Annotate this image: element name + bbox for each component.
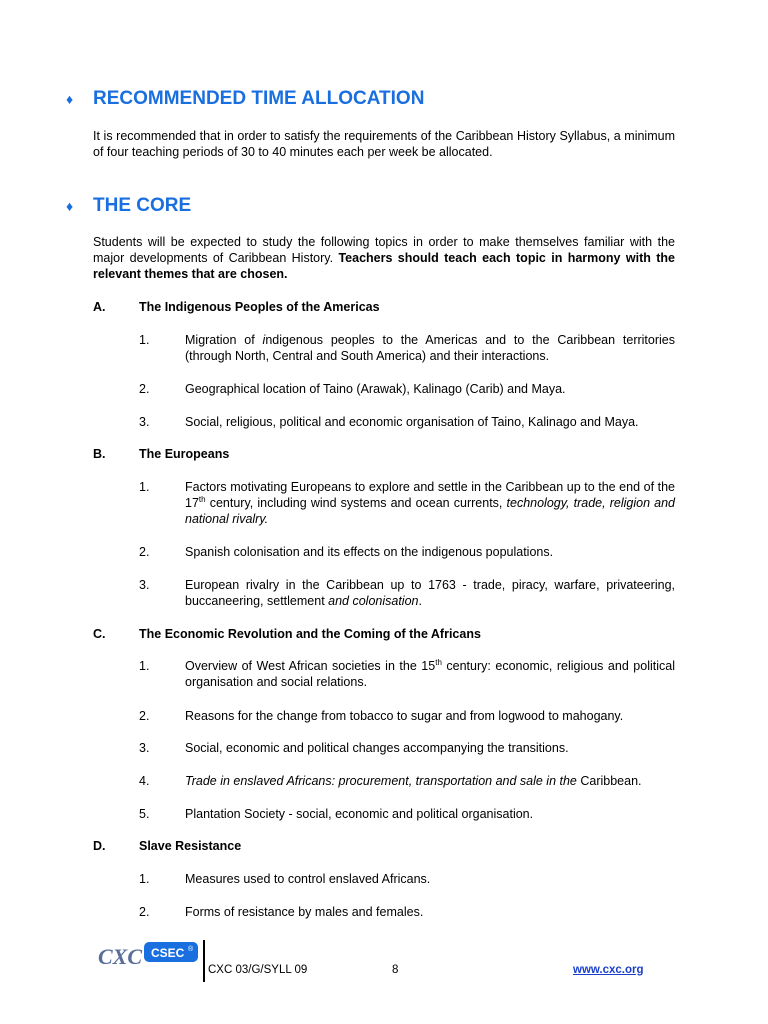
- item-number: 1.: [139, 872, 150, 886]
- text-run: Overview of West African societies in the 15: [185, 659, 436, 673]
- list-item: [139, 773, 675, 789]
- heading-time-allocation: [66, 88, 424, 110]
- italic-run: and colonisation: [328, 594, 419, 608]
- core-intro-bold-text: Teachers should teach each topic in harmony with the relevant themes that are chosen.: [93, 251, 675, 281]
- core-intro-paragraph: [93, 234, 675, 282]
- section-a-title: [93, 300, 380, 314]
- text-run: century, including wind systems and ocean currents,: [205, 496, 507, 510]
- section-letter: C.: [93, 627, 106, 641]
- text-run: Migration of: [185, 333, 263, 347]
- item-text: Measures used to control enslaved Africans.: [185, 872, 431, 886]
- item-number: 2.: [139, 545, 150, 559]
- item-number: 2.: [139, 905, 150, 919]
- item-text: Plantation Society - social, economic and political organisation.: [185, 807, 534, 821]
- text-run: European rivalry in the Caribbean up to 1763 - trade, piracy, warfare, privateering, buccaneering, settlement: [185, 578, 675, 608]
- item-number: 1.: [139, 659, 150, 673]
- item-number: 3.: [139, 578, 150, 592]
- heading-text: THE CORE: [93, 195, 192, 216]
- item-number: 2.: [139, 709, 150, 723]
- cxc-csec-logo: [96, 938, 200, 976]
- section-title-text: Slave Resistance: [139, 839, 242, 853]
- text-run: Factors motivating Europeans to explore and settle in the Caribbean up to the end of the 17: [185, 480, 675, 510]
- heading-core: [66, 195, 191, 217]
- list-item: [139, 708, 675, 724]
- core-intro-text: Students will be expected to study the following topics in order to make themselves familiar with the major developments of Caribbean History.: [93, 235, 675, 265]
- section-title-text: The Economic Revolution and the Coming of the Africans: [139, 627, 481, 641]
- section-b-title: [93, 447, 229, 461]
- italic-run: Trade in enslaved Africans: procurement, transportation and sale in the: [185, 774, 577, 788]
- item-text: Social, economic and political changes accompanying the transitions.: [185, 741, 569, 755]
- footer-divider: [203, 940, 205, 982]
- section-title-text: The Europeans: [139, 447, 230, 461]
- item-number: 3.: [139, 415, 150, 429]
- item-number: 4.: [139, 774, 150, 788]
- item-text: [185, 332, 675, 364]
- list-item: [139, 806, 675, 822]
- list-item: [139, 740, 675, 756]
- text-run: century: economic, religious and political organisation and social relations.: [185, 659, 675, 689]
- logo-badge-text: CSEC: [151, 946, 185, 960]
- item-text: Geographical location of Taino (Arawak), Kalinago (Carib) and Maya.: [185, 382, 566, 396]
- time-allocation-paragraph: It is recommended that in order to satisfy the requirements of the Caribbean History Syllabus, a minimum of four teaching periods of 30 to 40 minutes each per week be allocated.: [93, 129, 675, 159]
- item-text: [185, 658, 675, 690]
- item-text: Reasons for the change from tobacco to sugar and from logwood to mahogany.: [185, 709, 624, 723]
- section-c-title: [93, 627, 481, 641]
- logo-registered-mark: ®: [188, 946, 194, 953]
- item-number: 5.: [139, 807, 150, 821]
- list-item: [139, 414, 675, 430]
- list-item: [139, 904, 675, 920]
- item-text: [185, 577, 675, 609]
- list-item: [139, 479, 675, 527]
- item-number: 1.: [139, 333, 150, 347]
- text-run: ndigenous peoples to the Americas and to the Caribbean territories (through North, Central and South America) and their interactions.: [185, 333, 676, 363]
- text-run: .: [418, 594, 422, 608]
- item-text: Forms of resistance by males and females.: [185, 905, 424, 919]
- diamond-bullet-icon: ♦: [66, 91, 74, 107]
- text-run: Caribbean.: [576, 774, 642, 788]
- section-letter: D.: [93, 839, 106, 853]
- item-text: [185, 773, 675, 789]
- item-number: 1.: [139, 480, 150, 494]
- heading-text: RECOMMENDED TIME ALLOCATION: [93, 88, 425, 109]
- section-d-title: [93, 839, 241, 853]
- item-number: 3.: [139, 741, 150, 755]
- superscript-run: th: [198, 494, 206, 504]
- footer-website-link[interactable]: www.cxc.org: [573, 964, 644, 976]
- list-item: [139, 332, 675, 364]
- italic-run: technology, trade, religion and national rivalry.: [185, 496, 676, 526]
- list-item: [139, 381, 675, 397]
- footer-document-code: CXC 03/G/SYLL 09: [208, 964, 308, 976]
- superscript-run: th: [435, 657, 442, 667]
- diamond-bullet-icon: ♦: [66, 198, 74, 214]
- footer-page-number: 8: [392, 964, 399, 976]
- section-letter: B.: [93, 447, 106, 461]
- logo-cxc-text: CXC: [98, 944, 143, 969]
- item-text: [185, 479, 675, 527]
- item-number: 2.: [139, 382, 150, 396]
- list-item: [139, 577, 675, 609]
- item-text: Social, religious, political and economic organisation of Taino, Kalinago and Maya.: [185, 415, 639, 429]
- list-item: [139, 658, 675, 690]
- list-item: [139, 871, 675, 887]
- item-text: Spanish colonisation and its effects on the indigenous populations.: [185, 545, 554, 559]
- italic-run: i: [262, 333, 266, 347]
- list-item: [139, 544, 675, 560]
- section-letter: A.: [93, 300, 106, 314]
- section-title-text: The Indigenous Peoples of the Americas: [139, 300, 380, 314]
